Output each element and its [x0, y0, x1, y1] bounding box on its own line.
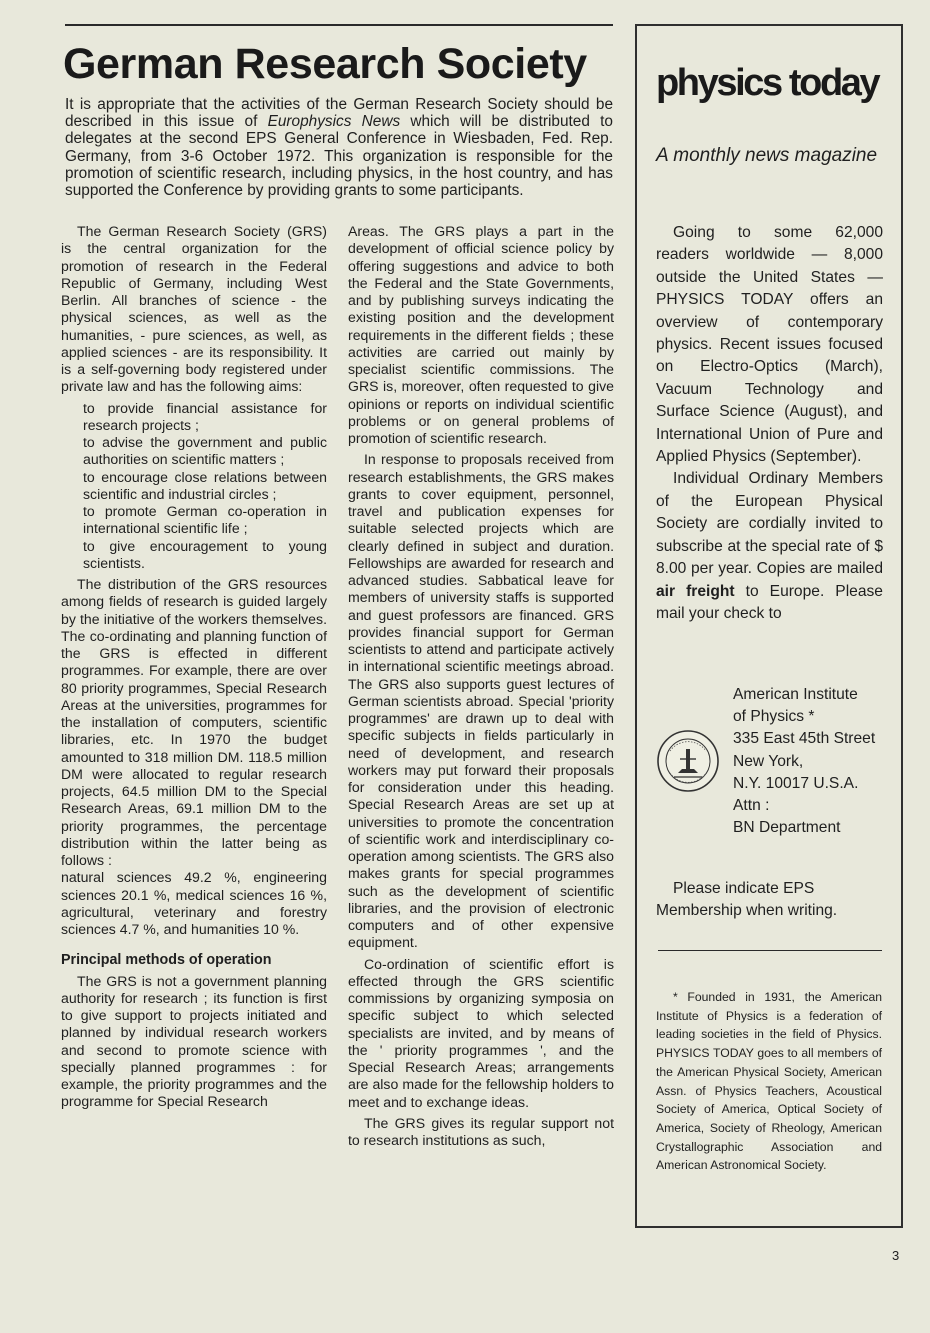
advert-body — [656, 222, 883, 625]
article-column-2 — [348, 223, 614, 1149]
intro-text-b: which will be distributed to delegates at the second EPS General Conference in Wiesbaden, Fed. Rep. Germany, from 3-6 October 1972. This organization is responsible for the promotion of scientific research, including physics, in the host country, and has supported the Conference by providing grants to some participants. — [65, 113, 613, 200]
advert-tagline: A monthly news magazine — [656, 145, 878, 166]
physics-today-logo: physics today — [656, 62, 879, 104]
column-2-paragraph-1: Areas. The GRS plays a part in the development of official science policy by offering suggestions and advice to both the Federal and the State Governments, and by publishing surveys indicating the existing position and the development requirements in the different fields ; these activities are carried out mainly by specialist scientific commissions. The GRS is, moreover, often requested to give opinions or reports on individual scientific problems or on general problems of promotion of scientific research. — [348, 223, 614, 446]
panel-divider — [658, 950, 882, 951]
advert-paragraph-2 — [656, 468, 883, 625]
address-line: American Institute — [733, 686, 858, 703]
column-1-paragraph-4: The GRS is not a government planning authority for research ; its function is first to give support to projects initiated and planned by individual research workers and second to promote science with specially planned programmes : for example, the priority programmes and the programme for Special Research — [61, 972, 327, 1110]
advert-text-b: to Europe. Please mail your check to — [656, 582, 883, 622]
address-line: of Physics * — [733, 708, 815, 726]
column-2-paragraph-4: The GRS gives its regular support not to research institutions as such, — [348, 1114, 614, 1148]
article-intro — [65, 96, 613, 199]
address-line: Attn : — [733, 797, 770, 815]
column-1-paragraph-3: natural sciences 49.2 %, engineering sciences 20.1 %, medical sciences 16 %, agricultural, veterinary and forestry sciences 4.7 %, and humanities 10 %. — [61, 869, 327, 937]
intro-text-a: It is appropriate that the activities of the German Research Society should be described in this issue of — [65, 96, 613, 131]
article-title: German Research Society — [63, 40, 587, 88]
physics-today-advert — [635, 24, 903, 1228]
advert-footnote: * Founded in 1931, the American Institute of Physics is a federation of leading societies in the field of Physics. PHYSICS TODAY goes to all members of the American Physical Society, American Assn. of Physics Teachers, Acoustical Society of America, Optical Society of America, Society of Rheology, American Crystallographic Association and American Astronomical Society. — [656, 990, 882, 1173]
column-1-paragraph-2: The distribution of the GRS resources among fields of research is guided largely by the initiative of the workers themselves. The co-ordinating and planning function of the GRS is effected in different programmes. For example, there are over 80 priority programmes, Special Research Areas at the universities, programmes for the installation of computers, scientific libraries, etc. In 1970 the budget amounted to 318 million DM. 118.5 million DM were allocated to regular research projects, 64.5 million DM to the Special Research Areas, 69.1 million DM to the priority programmes, the percentage distribution within the latter being as follows : — [61, 576, 327, 868]
address-line: New York, — [733, 752, 804, 770]
membership-note: Please indicate EPS Membership when writing. — [656, 880, 838, 919]
advert-text-a: Individual Ordinary Members of the European Physical Society are cordially invited to subscribe at the special rate of $ 8.00 per year. Copies are mailed — [656, 470, 883, 578]
aim-item: to give encouragement to young scientists. — [83, 537, 327, 571]
column-2-paragraph-3: Co-ordination of scientific effort is effected through the GRS scientific commissions by organizing symposia on specific subject to which selected specialists are invited, and by means of the ' priority programmes ', and the Special Research Areas; arrangements are also made for the fellowship holders to meet and to exchange ideas. — [348, 955, 614, 1110]
article-column-1 — [61, 223, 327, 1111]
aim-item: to advise the government and public authorities on scientific matters ; — [83, 434, 327, 468]
column-2-paragraph-2: In response to proposals received from research establishments, the GRS makes grants to cover equipment, personnel, travel and publication expenses for suitable selected projects which are clearly defined in subject and duration. Fellowships are awarded for research and advanced studies. Sabbatical leave for members of university staffs is supported and guest professors are financed. GRS provides financial support for German scientists to attend and participate actively in international scientific meetings abroad. The GRS also supports guest lectures of German scientists abroad. Special 'priority programmes' are drawn up to deal with specific subjects in fields particularly in need of development, and research workers may put forward their proposals for consideration under this heading. Special Research Areas are set up at universities to promote the concentration of scientific work and interdisciplinary co-operation among scientists. The GRS also makes grants for special programmes such as the development of scientific libraries, and the provision of electronic computers and of other expensive equipment. — [348, 451, 614, 951]
top-rule — [65, 24, 613, 26]
section-heading: Principal methods of operation — [61, 952, 272, 969]
page-number: 3 — [892, 1248, 900, 1263]
column-1-paragraph-1: The German Research Society (GRS) is the central organization for the promotion of research in the Federal Republic of Germany, including West Berlin. All branches of science - the physical sciences, as well as the humanities, - pure sciences, as well, as applied sciences - are its responsibility. It is a self-governing body registered under private law and has the following aims: — [61, 223, 327, 395]
intro-journal-name: Europhysics News — [267, 113, 401, 131]
address-line: 335 East 45th Street — [733, 730, 876, 748]
aim-item: to encourage close relations between scientific and industrial circles ; — [83, 468, 327, 502]
address-line: BN Department — [733, 819, 841, 837]
aim-item: to promote German co-operation in international scientific life ; — [83, 503, 327, 537]
advert-emphasis: air freight — [656, 582, 735, 600]
aim-item: to provide financial assistance for research projects ; — [83, 399, 327, 433]
advert-paragraph-1: Going to some 62,000 readers worldwide — 8,000 outside the United States — PHYSICS TODAY offers an overview of contemporary physics. Recent issues focused on Electro-Optics (March), Vacuum Technology and Surface Science (August), and International Union of Pure and Applied Physics (September). — [656, 224, 883, 466]
mailing-address — [733, 684, 875, 839]
aip-seal-icon — [656, 729, 720, 793]
address-line: N.Y. 10017 U.S.A. — [733, 774, 859, 792]
